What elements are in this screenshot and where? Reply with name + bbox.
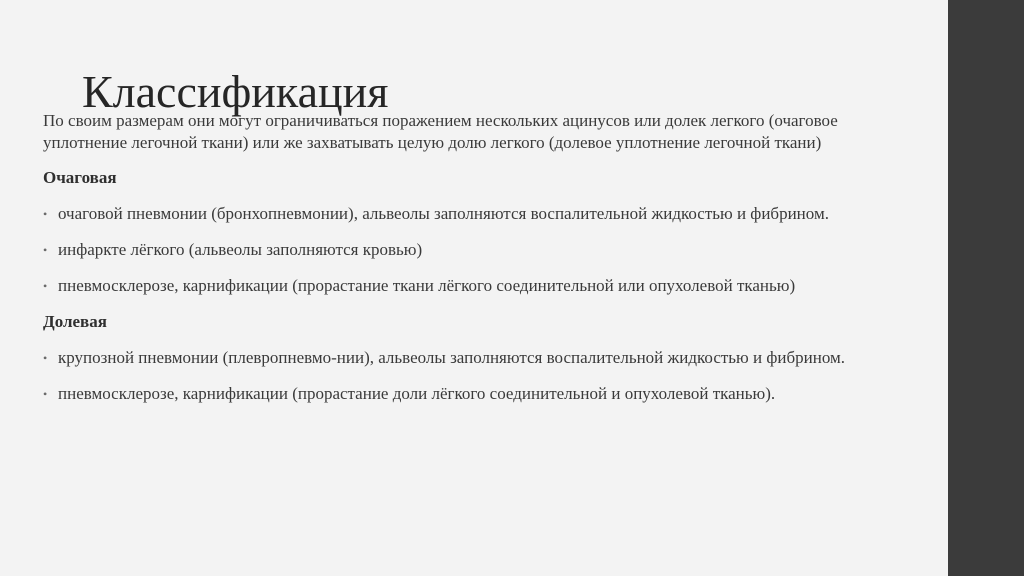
section-heading-focal: Очаговая (43, 168, 117, 187)
sidebar-decoration (948, 0, 1024, 576)
slide-content (43, 110, 923, 419)
list-item-text: пневмосклерозе, карнификации (прорастание ткани лёгкого соединительной или опухолевой тканью) (58, 276, 796, 295)
list-item-text: крупозной пневмонии (плевропневмо-нии), альвеолы заполняются воспалительной жидкостью и фибрином. (58, 348, 845, 367)
focal-list (43, 203, 923, 297)
bullet-icon: • (43, 243, 48, 257)
slide-title: Классификация (82, 65, 389, 117)
list-item-text: очаговой пневмонии (бронхопневмонии), альвеолы заполняются воспалительной жидкостью и фибрином. (58, 204, 829, 223)
list-item-text: пневмосклерозе, карнификации (прорастание доли лёгкого соединительной и опухолевой тканью). (58, 384, 776, 403)
section-heading-lobar: Долевая (43, 312, 107, 331)
list-item (43, 275, 923, 297)
intro-paragraph: По своим размерам они могут ограничиваться поражением нескольких ацинусов или долек легкого (очаговое уплотнение легочной ткани) или же захватывать целую долю легкого (долевое уплотнение легочной ткани) (43, 111, 838, 152)
list-item (43, 383, 923, 405)
list-item-text: инфаркте лёгкого (альвеолы заполняются кровью) (58, 240, 423, 259)
list-item (43, 203, 923, 225)
bullet-icon: • (43, 351, 48, 365)
bullet-icon: • (43, 387, 48, 401)
lobar-list (43, 347, 923, 405)
bullet-icon: • (43, 207, 48, 221)
list-item (43, 347, 923, 369)
list-item (43, 239, 923, 261)
bullet-icon: • (43, 279, 48, 293)
